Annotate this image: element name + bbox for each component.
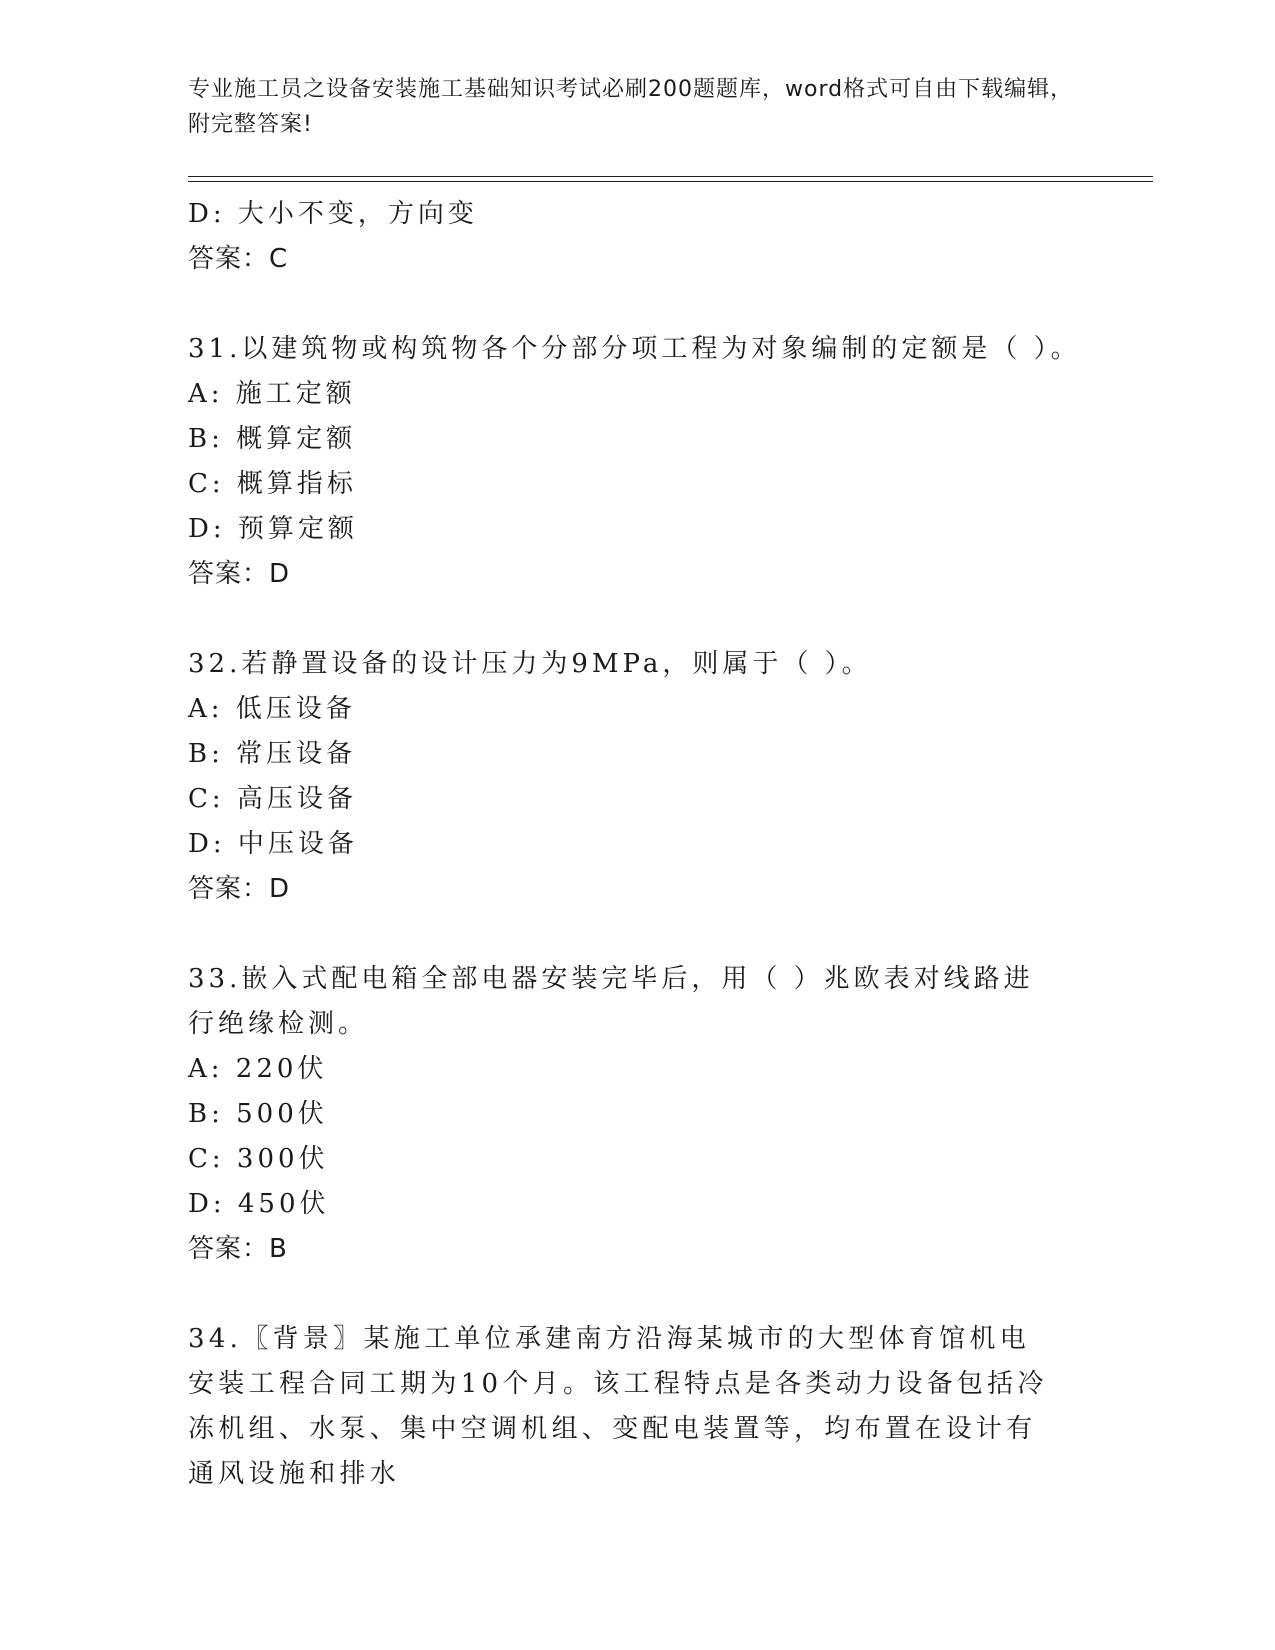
option-b: B: 常压设备 bbox=[188, 739, 357, 769]
option-c: C: 高压设备 bbox=[188, 784, 357, 814]
question-34 bbox=[188, 1317, 1088, 1497]
option-b: B: 500伏 bbox=[188, 1099, 328, 1129]
option-d: D: 大小不变，方向变 bbox=[188, 199, 478, 229]
option-c: C: 300伏 bbox=[188, 1144, 329, 1174]
option-b: B: 概算定额 bbox=[188, 424, 357, 454]
answer-line: 答案：B bbox=[188, 1234, 288, 1264]
question-31 bbox=[188, 327, 1088, 597]
document-body bbox=[188, 192, 1088, 1497]
option-a: A: 220伏 bbox=[188, 1054, 328, 1084]
option-a: A: 低压设备 bbox=[188, 694, 356, 724]
question-stem: 34.〖背景〗某施工单位承建南方沿海某城市的大型体育馆机电安装工程合同工期为10个月。该工程特点是各类动力设备包括冷冻机组、水泵、集中空调机组、变配电装置等，均布置在设计有通风设施和排水 bbox=[188, 1324, 1048, 1489]
question-33 bbox=[188, 957, 1088, 1272]
option-a: A: 施工定额 bbox=[188, 379, 356, 409]
answer-line: 答案：D bbox=[188, 874, 291, 904]
header-divider-bottom bbox=[188, 181, 1153, 182]
question-stem: 32.若静置设备的设计压力为9MPa，则属于（ ）。 bbox=[188, 649, 872, 679]
option-c: C: 概算指标 bbox=[188, 469, 357, 499]
question-stem: 33.嵌入式配电箱全部电器安装完毕后，用（ ）兆欧表对线路进行绝缘检测。 bbox=[188, 964, 1034, 1039]
question-32 bbox=[188, 642, 1088, 912]
header-title: 专业施工员之设备安装施工基础知识考试必刷200题题库，word格式可自由下载编辑，附完整答案! bbox=[188, 77, 1074, 137]
option-d: D: 预算定额 bbox=[188, 514, 358, 544]
answer-line: 答案：D bbox=[188, 559, 291, 589]
question-stem: 31.以建筑物或构筑物各个分部分项工程为对象编制的定额是（ ）。 bbox=[188, 334, 1081, 364]
answer-line: 答案：C bbox=[188, 244, 289, 274]
document-header bbox=[188, 72, 1078, 142]
header-divider-top bbox=[188, 176, 1153, 177]
option-d: D: 中压设备 bbox=[188, 829, 358, 859]
option-d: D: 450伏 bbox=[188, 1189, 330, 1219]
